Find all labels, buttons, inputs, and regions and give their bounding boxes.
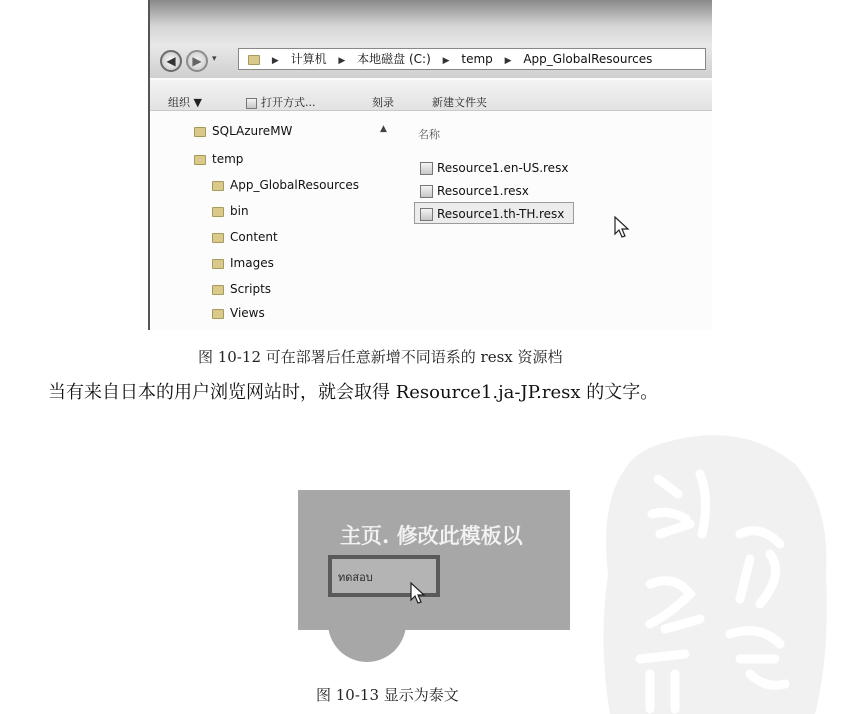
breadcrumb-item-temp[interactable]: temp: [461, 52, 493, 66]
folder-icon: [194, 127, 206, 137]
organize-button[interactable]: 组织 ▼: [168, 96, 202, 109]
folder-icon: [212, 309, 224, 319]
file-item-th-th[interactable]: [420, 207, 564, 221]
file-item-label: Resource1.th-TH.resx: [437, 207, 565, 221]
tree-item-views[interactable]: [212, 306, 265, 320]
burn-button[interactable]: 刻录: [372, 96, 394, 109]
tree-item-label: temp: [212, 152, 244, 166]
folder-icon: [212, 207, 224, 217]
tree-item-label: SQLAzureMW: [212, 124, 293, 138]
arrow-right-icon: ▶: [192, 54, 202, 68]
back-button[interactable]: [160, 50, 182, 72]
tree-item-app-globalresources[interactable]: [212, 178, 359, 192]
explorer-screenshot: [148, 0, 712, 330]
tree-item-images[interactable]: [212, 256, 274, 270]
file-item-resx[interactable]: [420, 184, 529, 198]
page-heading: 主页. 修改此模板以: [340, 523, 523, 548]
breadcrumb: [248, 50, 660, 67]
tree-item-temp[interactable]: [194, 152, 243, 166]
thai-page-screenshot: [298, 490, 570, 630]
window-titlebar: [150, 0, 712, 44]
tree-item-content[interactable]: [212, 230, 278, 244]
open-with-icon: [246, 98, 257, 109]
breadcrumb-item-local-disk[interactable]: 本地磁盘 (C:): [357, 52, 431, 66]
folder-icon: [212, 181, 224, 191]
scroll-up-icon[interactable]: ▲: [380, 124, 387, 134]
resx-file-icon: [420, 208, 433, 221]
chevron-down-icon: ▾: [212, 54, 217, 64]
command-toolbar: [150, 80, 712, 111]
thai-button-label: ทดสอบ: [338, 571, 373, 584]
breadcrumb-separator-icon: ▶: [442, 56, 450, 66]
tree-item-label: Content: [230, 230, 278, 244]
recent-pages-dropdown[interactable]: [212, 54, 217, 64]
breadcrumb-separator-icon: ▶: [504, 56, 512, 66]
figure-caption-10-13: 图 10-13 显示为泰文: [316, 686, 459, 704]
tree-item-label: Images: [230, 256, 274, 270]
tree-item-bin[interactable]: [212, 204, 249, 218]
decorative-blob: [328, 622, 406, 662]
open-with-button[interactable]: [246, 94, 316, 110]
tree-item-label: Views: [230, 306, 265, 320]
seal-watermark: [590, 424, 830, 714]
mouse-cursor-icon: [410, 582, 428, 606]
breadcrumb-item-computer[interactable]: 计算机: [290, 52, 327, 66]
body-paragraph: 当有来自日本的用户浏览网站时，就会取得 Resource1.ja-JP.resx 的文字。: [48, 382, 659, 403]
breadcrumb-separator-icon: ▶: [271, 56, 279, 66]
mouse-cursor-icon: [614, 216, 632, 240]
tree-item-label: App_GlobalResources: [230, 178, 360, 192]
open-with-label: 打开方式...: [261, 96, 316, 109]
new-folder-button[interactable]: 新建文件夹: [432, 96, 487, 109]
file-item-label: Resource1.resx: [437, 184, 529, 198]
resx-file-icon: [420, 162, 433, 175]
folder-icon: [194, 155, 206, 165]
tree-item-sqlazuremw[interactable]: [194, 124, 292, 138]
file-item-en-us[interactable]: [420, 161, 568, 175]
column-header-name[interactable]: 名称: [418, 128, 440, 141]
tree-item-label: Scripts: [230, 282, 272, 296]
arrow-left-icon: ◀: [166, 54, 176, 68]
folder-icon: [212, 233, 224, 243]
resx-file-icon: [420, 185, 433, 198]
folder-icon: [248, 55, 260, 65]
forward-button[interactable]: [186, 50, 208, 72]
breadcrumb-item-app-globalresources[interactable]: App_GlobalResources: [523, 52, 653, 66]
tree-item-label: bin: [230, 204, 249, 218]
folder-icon: [212, 285, 224, 295]
figure-caption-10-12: 图 10-12 可在部署后任意新增不同语系的 resx 资源档: [198, 348, 563, 366]
tree-item-scripts[interactable]: [212, 282, 271, 296]
breadcrumb-separator-icon: ▶: [338, 56, 346, 66]
folder-icon: [212, 259, 224, 269]
file-item-label: Resource1.en-US.resx: [437, 161, 569, 175]
